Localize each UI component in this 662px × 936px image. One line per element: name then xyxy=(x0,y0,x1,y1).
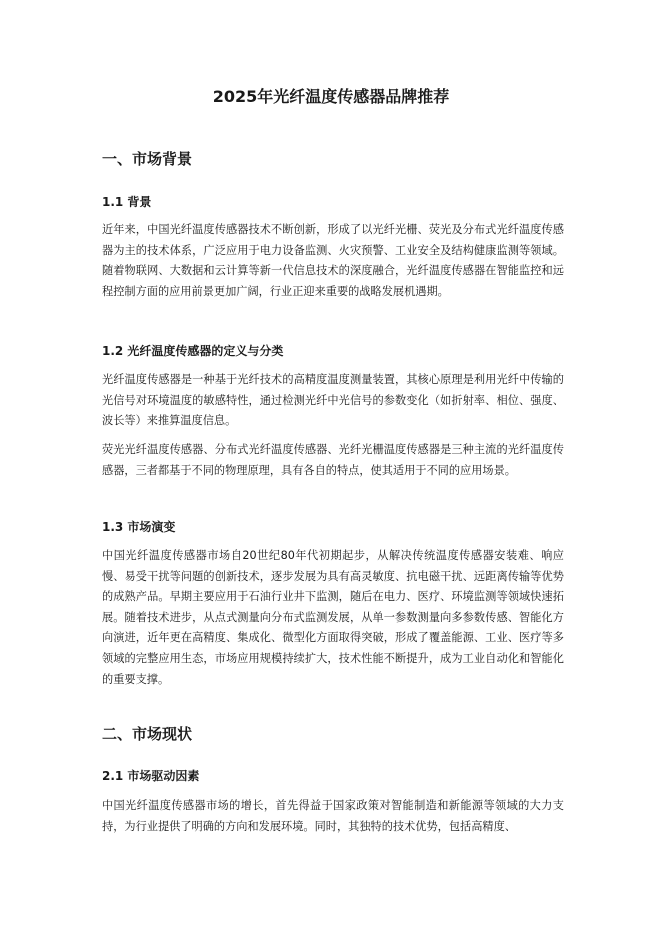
paragraph-market-evolution: 中国光纤温度传感器市场自20世纪80年代初期起步，从解决传统温度传感器安装难、响应慢、易受干扰等问题的创新技术，逐步发展为具有高灵敏度、抗电磁干扰、远距离传输等优势的成熟产品。早期主要应用于石油行业井下监测，随后在电力、医疗、环境监测等领域快速拓展。随着技术进步，从点式测量向分布式监测发展，从单一参数测量向多参数传感、智能化方向演进，近年更在高精度、集成化、微型化方面取得突破，形成了覆盖能源、工业、医疗等多领域的完整应用生态，市场应用规模持续扩大，技术性能不断提升，成为工业自动化和智能化的重要支撑。 xyxy=(102,549,564,686)
subsection-heading-market-evolution: 1.3 市场演变 xyxy=(102,520,176,534)
paragraph-background: 近年来，中国光纤温度传感器技术不断创新，形成了以光纤光栅、荧光及分布式光纤温度传感器为主的技术体系，广泛应用于电力设备监测、火灾预警、工业安全及结构健康监测等领域。随着物联网、大数据和云计算等新一代信息技术的深度融合，光纤温度传感器在智能监控和远程控制方面的应用前景更加广阔，行业正迎来重要的战略发展机遇期。 xyxy=(102,223,564,298)
document-title: 2025年光纤温度传感器品牌推荐 xyxy=(212,87,450,106)
subsection-heading-background: 1.1 背景 xyxy=(102,195,152,209)
paragraph-classification: 荧光光纤温度传感器、分布式光纤温度传感器、光纤光栅温度传感器是三种主流的光纤温度传感器，三者都基于不同的物理原理，具有各自的特点，使其适用于不同的应用场景。 xyxy=(102,443,564,477)
paragraph-definition: 光纤温度传感器是一种基于光纤技术的高精度温度测量装置，其核心原理是利用光纤中传输的光信号对环境温度的敏感特性，通过检测光纤中光信号的参数变化（如折射率、相位、强度、波长等）来推算温度信息。 xyxy=(102,373,564,428)
section-heading-market-status: 二、市场现状 xyxy=(102,725,193,743)
subsection-heading-definition: 1.2 光纤温度传感器的定义与分类 xyxy=(102,344,284,358)
paragraph-drivers: 中国光纤温度传感器市场的增长，首先得益于国家政策对智能制造和新能源等领域的大力支持，为行业提供了明确的方向和发展环境。同时，其独特的技术优势，包括高精度、 xyxy=(102,799,564,833)
section-heading-market-background: 一、市场背景 xyxy=(102,150,193,168)
subsection-heading-drivers: 2.1 市场驱动因素 xyxy=(102,769,200,783)
